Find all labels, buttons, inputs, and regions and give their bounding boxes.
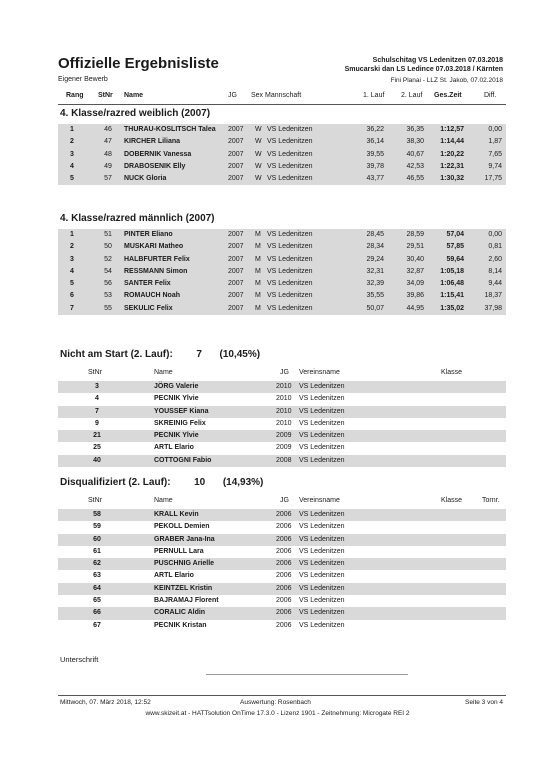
team-cell: VS Ledenitzen <box>267 280 313 288</box>
run2-time-cell: 28,59 <box>406 231 424 238</box>
year-cell: 2010 <box>276 407 292 415</box>
diff-cell: 18,37 <box>484 292 502 300</box>
athlete-name-cell: PUSCHNIG Arielle <box>154 560 215 568</box>
club-cell: VS Ledenitzen <box>299 621 345 629</box>
girls-section-title: 4. Klasse/razred weiblich (2007) <box>60 108 211 119</box>
status-row <box>58 583 506 595</box>
year-cell: 2007 <box>228 280 244 288</box>
bib-cell: 58 <box>93 511 101 518</box>
dns-col-jg: JG <box>280 369 289 376</box>
athlete-name-cell: MUSKARI Matheo <box>124 243 184 251</box>
bib-cell: 7 <box>95 407 99 415</box>
diff-cell: 9,44 <box>488 280 502 288</box>
col-name: Name <box>124 92 144 99</box>
footer-credits: www.skizeit.at - HATTsolution OnTime 17.3.0 - Lizenz 1901 - Zeitnehmung: Microgate REI 2 <box>145 710 410 717</box>
bib-cell: 66 <box>93 609 101 617</box>
run2-time-cell: 32,87 <box>406 267 424 275</box>
run1-time-cell: 36,14 <box>366 138 384 146</box>
result-row <box>58 149 506 161</box>
run2-time-cell: 42,53 <box>406 162 424 170</box>
bib-cell: 57 <box>104 175 112 183</box>
club-cell: VS Ledenitzen <box>299 572 345 580</box>
team-cell: VS Ledenitzen <box>267 138 313 146</box>
dns-col-stnr: StNr <box>88 369 102 376</box>
rank-cell: 1 <box>70 231 74 238</box>
club-cell: VS Ledenitzen <box>299 609 345 617</box>
col-jg: JG <box>228 92 237 99</box>
dsq-col-klasse: Klasse <box>441 497 463 504</box>
sex-cell: M <box>255 304 261 312</box>
boys-results-table <box>58 229 506 315</box>
dsq-percent: (14,93%) <box>222 477 264 488</box>
bib-cell: 21 <box>93 432 101 440</box>
sex-cell: W <box>255 175 262 183</box>
page-subtitle: Eigener Bewerb <box>58 76 108 83</box>
status-row <box>58 595 506 607</box>
footer-auswertung: Auswertung: Rosenbach <box>240 699 311 706</box>
team-cell: VS Ledenitzen <box>267 126 313 133</box>
athlete-name-cell: PECNIK Ylvie <box>154 395 199 403</box>
club-cell: VS Ledenitzen <box>299 432 345 440</box>
result-row <box>58 229 506 241</box>
result-row <box>58 241 506 253</box>
run2-time-cell: 44,95 <box>406 304 424 312</box>
bib-cell: 52 <box>104 255 112 263</box>
run1-time-cell: 32,31 <box>366 267 384 275</box>
athlete-name-cell: PECNIK Kristan <box>154 621 207 629</box>
athlete-name-cell: KEINTZEL Kristin <box>154 584 213 592</box>
event-name-de: Schulschitag VS Ledenitzen 07.03.2018 <box>372 57 503 64</box>
run1-time-cell: 28,34 <box>366 243 384 251</box>
year-cell: 2010 <box>276 383 292 390</box>
year-cell: 2007 <box>228 243 244 251</box>
athlete-name-cell: BAJRAMAJ Florent <box>154 597 219 605</box>
club-cell: VS Ledenitzen <box>299 456 345 464</box>
status-row <box>58 558 506 570</box>
status-row <box>58 509 506 521</box>
dns-col-verein: Vereinsname <box>299 369 340 376</box>
dns-col-klasse: Klasse <box>441 369 463 376</box>
col-rang: Rang <box>66 92 84 99</box>
athlete-name-cell: PEKOLL Demien <box>154 523 210 531</box>
club-cell: VS Ledenitzen <box>299 584 345 592</box>
bib-cell: 47 <box>104 138 112 146</box>
club-cell: VS Ledenitzen <box>299 511 345 518</box>
year-cell: 2006 <box>276 523 292 531</box>
status-row <box>58 381 506 393</box>
athlete-name-cell: PECNIK Ylvie <box>154 432 199 440</box>
bib-cell: 55 <box>104 304 112 312</box>
rank-cell: 2 <box>70 138 74 146</box>
run1-time-cell: 43,77 <box>366 175 384 183</box>
bib-cell: 49 <box>104 162 112 170</box>
athlete-name-cell: HALBFURTER Felix <box>124 255 190 263</box>
total-time-cell: 1:05,18 <box>440 267 464 275</box>
bib-cell: 56 <box>104 280 112 288</box>
sex-cell: M <box>255 292 261 300</box>
athlete-name-cell: JÖRG Valerie <box>154 383 199 390</box>
sex-cell: M <box>255 255 261 263</box>
total-time-cell: 1:15,41 <box>440 292 464 300</box>
club-cell: VS Ledenitzen <box>299 597 345 605</box>
header-divider <box>58 104 506 105</box>
year-cell: 2007 <box>228 162 244 170</box>
year-cell: 2010 <box>276 395 292 403</box>
total-time-cell: 57,85 <box>446 243 464 251</box>
dsq-title: Disqualifiziert (2. Lauf): <box>60 477 171 488</box>
club-cell: VS Ledenitzen <box>299 419 345 427</box>
result-row <box>58 266 506 278</box>
status-row <box>58 570 506 582</box>
dns-column-header <box>58 366 506 380</box>
dsq-count: 10 <box>194 477 206 488</box>
bib-cell: 60 <box>93 535 101 543</box>
result-row <box>58 136 506 148</box>
diff-cell: 0,00 <box>488 126 502 133</box>
athlete-name-cell: PERNULL Lara <box>154 547 204 555</box>
bib-cell: 46 <box>104 126 112 133</box>
team-cell: VS Ledenitzen <box>267 150 313 158</box>
result-row <box>58 254 506 266</box>
athlete-name-cell: THURAU-KOSLITSCH Talea <box>124 126 216 133</box>
athlete-name-cell: NUCK Gloria <box>124 175 167 183</box>
diff-cell: 37,98 <box>484 304 502 312</box>
bib-cell: 62 <box>93 560 101 568</box>
status-row <box>58 406 506 418</box>
result-row <box>58 290 506 302</box>
event-venue: Fini Planai - LLZ St. Jakob, 07.02.2018 <box>390 77 503 84</box>
diff-cell: 17,75 <box>484 175 502 183</box>
run2-time-cell: 40,67 <box>406 150 424 158</box>
athlete-name-cell: GRABER Jana-Ina <box>154 535 215 543</box>
dsq-col-name: Name <box>154 497 173 504</box>
club-cell: VS Ledenitzen <box>299 407 345 415</box>
run1-time-cell: 32,39 <box>366 280 384 288</box>
bib-cell: 3 <box>95 383 99 390</box>
year-cell: 2008 <box>276 456 292 464</box>
year-cell: 2007 <box>228 304 244 312</box>
run1-time-cell: 28,45 <box>366 231 384 238</box>
result-row <box>58 173 506 185</box>
athlete-name-cell: PINTER Eliano <box>124 231 173 238</box>
boys-section-title: 4. Klasse/razred männlich (2007) <box>60 213 215 224</box>
bib-cell: 4 <box>95 395 99 403</box>
page-title: Offizielle Ergebnisliste <box>58 55 219 72</box>
diff-cell: 0,00 <box>488 231 502 238</box>
sex-cell: W <box>255 126 262 133</box>
status-row <box>58 534 506 546</box>
run2-time-cell: 36,35 <box>406 126 424 133</box>
bib-cell: 50 <box>104 243 112 251</box>
total-time-cell: 1:20,22 <box>440 150 464 158</box>
diff-cell: 1,87 <box>488 138 502 146</box>
result-row <box>58 161 506 173</box>
rank-cell: 4 <box>70 267 74 275</box>
run1-time-cell: 29,24 <box>366 255 384 263</box>
club-cell: VS Ledenitzen <box>299 444 345 452</box>
bib-cell: 51 <box>104 231 112 238</box>
sex-cell: W <box>255 138 262 146</box>
athlete-name-cell: SANTER Felix <box>124 280 171 288</box>
col-gesamt: Ges.Zeit <box>434 92 462 99</box>
run2-time-cell: 34,09 <box>406 280 424 288</box>
athlete-name-cell: DOBERNIK Vanessa <box>124 150 192 158</box>
bib-cell: 64 <box>93 584 101 592</box>
diff-cell: 2,60 <box>488 255 502 263</box>
rank-cell: 5 <box>70 175 74 183</box>
year-cell: 2006 <box>276 547 292 555</box>
bib-cell: 67 <box>93 621 101 629</box>
year-cell: 2006 <box>276 560 292 568</box>
year-cell: 2006 <box>276 609 292 617</box>
sex-cell: M <box>255 280 261 288</box>
run2-time-cell: 46,55 <box>406 175 424 183</box>
run2-time-cell: 29,51 <box>406 243 424 251</box>
dsq-col-stnr: StNr <box>88 497 102 504</box>
total-time-cell: 1:22,31 <box>440 162 464 170</box>
team-cell: VS Ledenitzen <box>267 304 313 312</box>
sex-cell: M <box>255 243 261 251</box>
total-time-cell: 1:30,32 <box>440 175 464 183</box>
rank-cell: 7 <box>70 304 74 312</box>
total-time-cell: 59,64 <box>446 255 464 263</box>
year-cell: 2006 <box>276 572 292 580</box>
status-row <box>58 393 506 405</box>
club-cell: VS Ledenitzen <box>299 560 345 568</box>
signature-line <box>206 674 408 675</box>
run1-time-cell: 39,78 <box>366 162 384 170</box>
bib-cell: 40 <box>93 456 101 464</box>
athlete-name-cell: ROMAUCH Noah <box>124 292 180 300</box>
year-cell: 2006 <box>276 621 292 629</box>
dsq-col-tor: Tornr. <box>482 497 500 504</box>
col-diff: Diff. <box>484 92 497 99</box>
athlete-name-cell: KRALL Kevin <box>154 511 199 518</box>
run1-time-cell: 39,55 <box>366 150 384 158</box>
run1-time-cell: 50,07 <box>366 304 384 312</box>
bib-cell: 25 <box>93 444 101 452</box>
rank-cell: 2 <box>70 243 74 251</box>
team-cell: VS Ledenitzen <box>267 255 313 263</box>
year-cell: 2006 <box>276 511 292 518</box>
year-cell: 2006 <box>276 597 292 605</box>
run2-time-cell: 39,86 <box>406 292 424 300</box>
total-time-cell: 1:35,02 <box>440 304 464 312</box>
year-cell: 2009 <box>276 444 292 452</box>
sex-cell: W <box>255 162 262 170</box>
run1-time-cell: 35,55 <box>366 292 384 300</box>
dsq-table <box>58 509 506 632</box>
col-sex-team: Sex Mannschaft <box>251 92 302 99</box>
run1-time-cell: 36,22 <box>366 126 384 133</box>
athlete-name-cell: DRABOSENIK Elly <box>124 162 186 170</box>
dns-count: 7 <box>196 349 202 360</box>
year-cell: 2007 <box>228 175 244 183</box>
year-cell: 2007 <box>228 292 244 300</box>
club-cell: VS Ledenitzen <box>299 535 345 543</box>
sex-cell: M <box>255 231 261 238</box>
club-cell: VS Ledenitzen <box>299 547 345 555</box>
girls-results-table <box>58 124 506 185</box>
athlete-name-cell: SKREINIG Felix <box>154 419 206 427</box>
footer-date: Mittwoch, 07. März 2018, 12:52 <box>60 699 151 706</box>
dsq-col-jg: JG <box>280 497 289 504</box>
year-cell: 2010 <box>276 419 292 427</box>
bib-cell: 65 <box>93 597 101 605</box>
athlete-name-cell: ARTL Elario <box>154 444 194 452</box>
team-cell: VS Ledenitzen <box>267 175 313 183</box>
year-cell: 2007 <box>228 126 244 133</box>
year-cell: 2006 <box>276 535 292 543</box>
dns-percent: (10,45%) <box>219 349 261 360</box>
year-cell: 2007 <box>228 267 244 275</box>
club-cell: VS Ledenitzen <box>299 523 345 531</box>
bib-cell: 48 <box>104 150 112 158</box>
run2-time-cell: 30,40 <box>406 255 424 263</box>
athlete-name-cell: SEKULIC Felix <box>124 304 173 312</box>
dsq-section-title <box>60 477 263 488</box>
result-row <box>58 124 506 136</box>
results-column-header <box>58 89 506 103</box>
status-row <box>58 455 506 467</box>
year-cell: 2007 <box>228 231 244 238</box>
bib-cell: 61 <box>93 547 101 555</box>
club-cell: VS Ledenitzen <box>299 395 345 403</box>
total-time-cell: 1:14,44 <box>440 138 464 146</box>
athlete-name-cell: ARTL Elario <box>154 572 194 580</box>
dsq-col-verein: Vereinsname <box>299 497 340 504</box>
team-cell: VS Ledenitzen <box>267 162 313 170</box>
status-row <box>58 418 506 430</box>
athlete-name-cell: YOUSSEF Kiana <box>154 407 209 415</box>
result-row <box>58 303 506 315</box>
year-cell: 2009 <box>276 432 292 440</box>
status-row <box>58 442 506 454</box>
year-cell: 2007 <box>228 255 244 263</box>
diff-cell: 9,74 <box>488 162 502 170</box>
team-cell: VS Ledenitzen <box>267 231 313 238</box>
total-time-cell: 57,04 <box>446 231 464 238</box>
diff-cell: 8,14 <box>488 267 502 275</box>
status-row <box>58 546 506 558</box>
result-row <box>58 278 506 290</box>
col-stnr: StNr <box>98 92 113 99</box>
team-cell: VS Ledenitzen <box>267 292 313 300</box>
athlete-name-cell: RESSMANN Simon <box>124 267 188 275</box>
diff-cell: 7,65 <box>488 150 502 158</box>
athlete-name-cell: COTTOGNI Fabio <box>154 456 212 464</box>
team-cell: VS Ledenitzen <box>267 243 313 251</box>
dns-title: Nicht am Start (2. Lauf): <box>60 349 173 360</box>
athlete-name-cell: KIRCHER Liliana <box>124 138 181 146</box>
total-time-cell: 1:06,48 <box>440 280 464 288</box>
club-cell: VS Ledenitzen <box>299 383 345 390</box>
dns-section-title <box>60 349 260 360</box>
year-cell: 2007 <box>228 150 244 158</box>
dsq-column-header <box>58 494 506 508</box>
athlete-name-cell: CORALIC Aldin <box>154 609 206 617</box>
bib-cell: 53 <box>104 292 112 300</box>
bib-cell: 59 <box>93 523 101 531</box>
rank-cell: 5 <box>70 280 74 288</box>
rank-cell: 3 <box>70 150 74 158</box>
rank-cell: 1 <box>70 126 74 133</box>
rank-cell: 3 <box>70 255 74 263</box>
sex-cell: M <box>255 267 261 275</box>
rank-cell: 6 <box>70 292 74 300</box>
event-name-sl: Smucarski dan LS Ledince 07.03.2018 / Kärnten <box>344 66 503 73</box>
status-row <box>58 521 506 533</box>
signature-label: Unterschrift <box>60 655 99 664</box>
diff-cell: 0,81 <box>488 243 502 251</box>
dns-col-name: Name <box>154 369 173 376</box>
run2-time-cell: 38,30 <box>406 138 424 146</box>
rank-cell: 4 <box>70 162 74 170</box>
status-row <box>58 620 506 632</box>
dns-table <box>58 381 506 467</box>
status-row <box>58 430 506 442</box>
bib-cell: 54 <box>104 267 112 275</box>
bib-cell: 63 <box>93 572 101 580</box>
col-lauf2: 2. Lauf <box>401 92 423 99</box>
footer-divider <box>58 695 506 696</box>
bib-cell: 9 <box>95 419 99 427</box>
year-cell: 2006 <box>276 584 292 592</box>
year-cell: 2007 <box>228 138 244 146</box>
total-time-cell: 1:12,57 <box>440 126 464 133</box>
status-row <box>58 607 506 619</box>
col-lauf1: 1. Lauf <box>363 92 385 99</box>
team-cell: VS Ledenitzen <box>267 267 313 275</box>
sex-cell: W <box>255 150 262 158</box>
footer-page: Seite 3 von 4 <box>465 699 503 706</box>
